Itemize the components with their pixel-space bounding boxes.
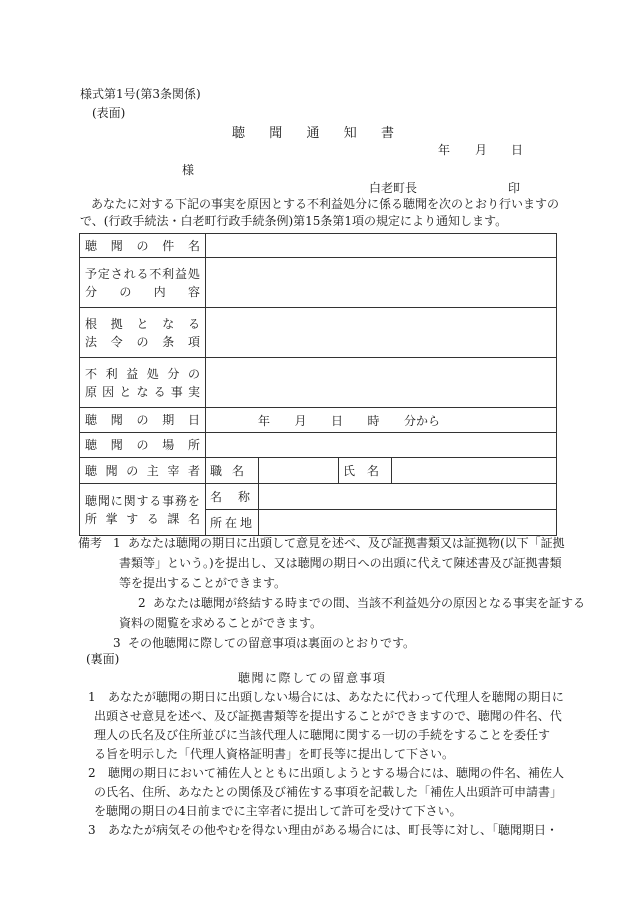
hearing-year-unit: 年 (258, 413, 271, 428)
name-label (339, 458, 392, 484)
label-text: 職 名 (210, 464, 244, 478)
back-item-line: る旨を明示した「代理人資格証明書」を町長等に提出して下さい。 (94, 747, 455, 761)
dept-name-label (206, 484, 259, 510)
case-name-value[interactable] (206, 234, 557, 258)
note-2-number: 2 (138, 596, 146, 610)
intro-paragraph (80, 196, 560, 230)
note-3-number: 3 (113, 636, 121, 650)
hearing-minute-unit: 分から (403, 413, 440, 428)
label-text: 原 因 と な る 事 実 (85, 384, 200, 399)
hearing-day-unit: 日 (330, 413, 343, 428)
intro-line: あなたに対する下記の事実を原因とする不利益処分に係る聴聞を次のとおり行いますの (91, 197, 560, 211)
planned-disposition-label (80, 258, 206, 308)
dept-address-value[interactable] (259, 510, 557, 536)
dept-label (80, 484, 206, 536)
label-text: 聴 聞 の 件 名 (85, 238, 200, 253)
note-2-line: 資料の閲覧を求めることができます。 (119, 616, 323, 630)
note-1-line: 等を提出することができます。 (119, 576, 287, 590)
note-1-number: 1 (113, 536, 121, 550)
hearing-hour-unit: 時 (367, 413, 380, 428)
back-item-number: 3 (88, 823, 96, 837)
label-text: 氏 名 (343, 464, 379, 478)
back-item-line: 聴聞の期日において補佐人とともに出頭しようとする場合には、聴聞の件名、補佐人 (108, 766, 565, 780)
case-name-label (80, 234, 206, 258)
hearing-date-value[interactable] (206, 408, 557, 433)
back-item-line: あなたが病気その他やむを得ない理由がある場合には、町長等に対し、「聴聞期日・ (108, 823, 559, 837)
back-item-line: 出頭させ意見を述べ、及び証拠書類等を提出することができますので、聴聞の件名、代 (94, 709, 562, 723)
cause-fact-value[interactable] (206, 358, 557, 408)
issuer-title: 白老町長 (369, 181, 418, 195)
label-text: 聴 聞 の 場 所 (85, 438, 200, 452)
intro-line: で、(行政手続法・白老町行政手続条例)第15条第1項の規定により通知します。 (80, 214, 508, 228)
document-title (232, 122, 394, 141)
planned-disposition-value[interactable] (206, 258, 557, 308)
note-3-line: その他聴聞に際しての留意事項は裏面のとおりです。 (128, 636, 416, 650)
label-text: 予 定 さ れ る 不 利 益 処 (85, 266, 200, 281)
note-2-line: あなたは聴聞が終結する時までの間、当該不利益処分の原因となる事実を証する (153, 596, 586, 610)
hearing-month-unit: 月 (294, 413, 307, 428)
form-code: 様式第1号(第3条関係) (80, 87, 201, 101)
back-item-1 (82, 688, 564, 764)
back-item-2 (82, 764, 565, 821)
dept-name-value[interactable] (259, 484, 557, 510)
legal-basis-label (80, 308, 206, 358)
position-label (206, 458, 259, 484)
cause-fact-label (80, 358, 206, 408)
position-value[interactable] (259, 458, 339, 484)
presider-label (80, 458, 206, 484)
back-label: (裏面) (86, 652, 120, 666)
name-value[interactable] (392, 458, 557, 484)
back-item-number: 1 (88, 690, 96, 704)
hearing-place-label (80, 433, 206, 458)
date-month: 月 (475, 143, 488, 157)
hearing-place-value[interactable] (206, 433, 557, 458)
label-text: 根 拠 と な る (85, 316, 200, 331)
back-item-line: あなたが聴聞の期日に出頭しない場合には、あなたに代わって代理人を聴聞の期日に (108, 690, 564, 704)
label-text: 聴 聞 に 関 す る 事 務 を (85, 493, 200, 508)
back-title: 聴聞に際しての留意事項 (238, 671, 387, 685)
back-item-line: 理人の氏名及び住所並びに当該代理人に聴聞に関する一切の手続をすることを委任す (94, 728, 551, 742)
addressee-suffix: 様 (182, 163, 195, 177)
hearing-date-label (80, 408, 206, 433)
label-text: 所 在 地 (210, 516, 252, 530)
date-year: 年 (438, 143, 451, 157)
back-item-number: 2 (88, 766, 96, 780)
seal-mark: 印 (508, 181, 521, 195)
label-text: 聴 聞 の 期 日 (85, 413, 200, 427)
notes-heading: 備考 (78, 536, 103, 550)
label-text: 聴 聞 の 主 宰 者 (85, 463, 200, 478)
notice-form-table (79, 233, 557, 536)
label-text: 分 の 内 容 (85, 284, 200, 299)
back-item-line: の氏名、住所、あなたとの関係及び補佐する事項を記載した「補佐人出頭許可申請書」 (94, 785, 563, 799)
label-text: 所 掌 す る 課 名 (85, 511, 200, 526)
back-item-line: を聴聞の期日の4日前までに主宰者に提出して許可を受けて下さい。 (94, 804, 462, 818)
label-text: 不 利 益 処 分 の (85, 366, 200, 381)
title-text: 聴 聞 通 知 書 (232, 126, 394, 141)
note-1-line: 書類等」という。)を提出し、又は聴聞の期日への出頭に代えて陳述書及び証拠書類 (119, 556, 562, 570)
back-item-3 (82, 821, 560, 840)
date-day: 日 (511, 143, 524, 157)
dept-address-label (206, 510, 259, 536)
front-label: (表面) (92, 106, 126, 120)
label-text: 法 令 の 条 項 (85, 334, 200, 349)
legal-basis-value[interactable] (206, 308, 557, 358)
note-1-line: あなたは聴聞の期日に出頭して意見を述べ、及び証拠書類又は証拠物(以下「証拠 (128, 536, 565, 550)
label-text: 名 称 (210, 490, 250, 504)
